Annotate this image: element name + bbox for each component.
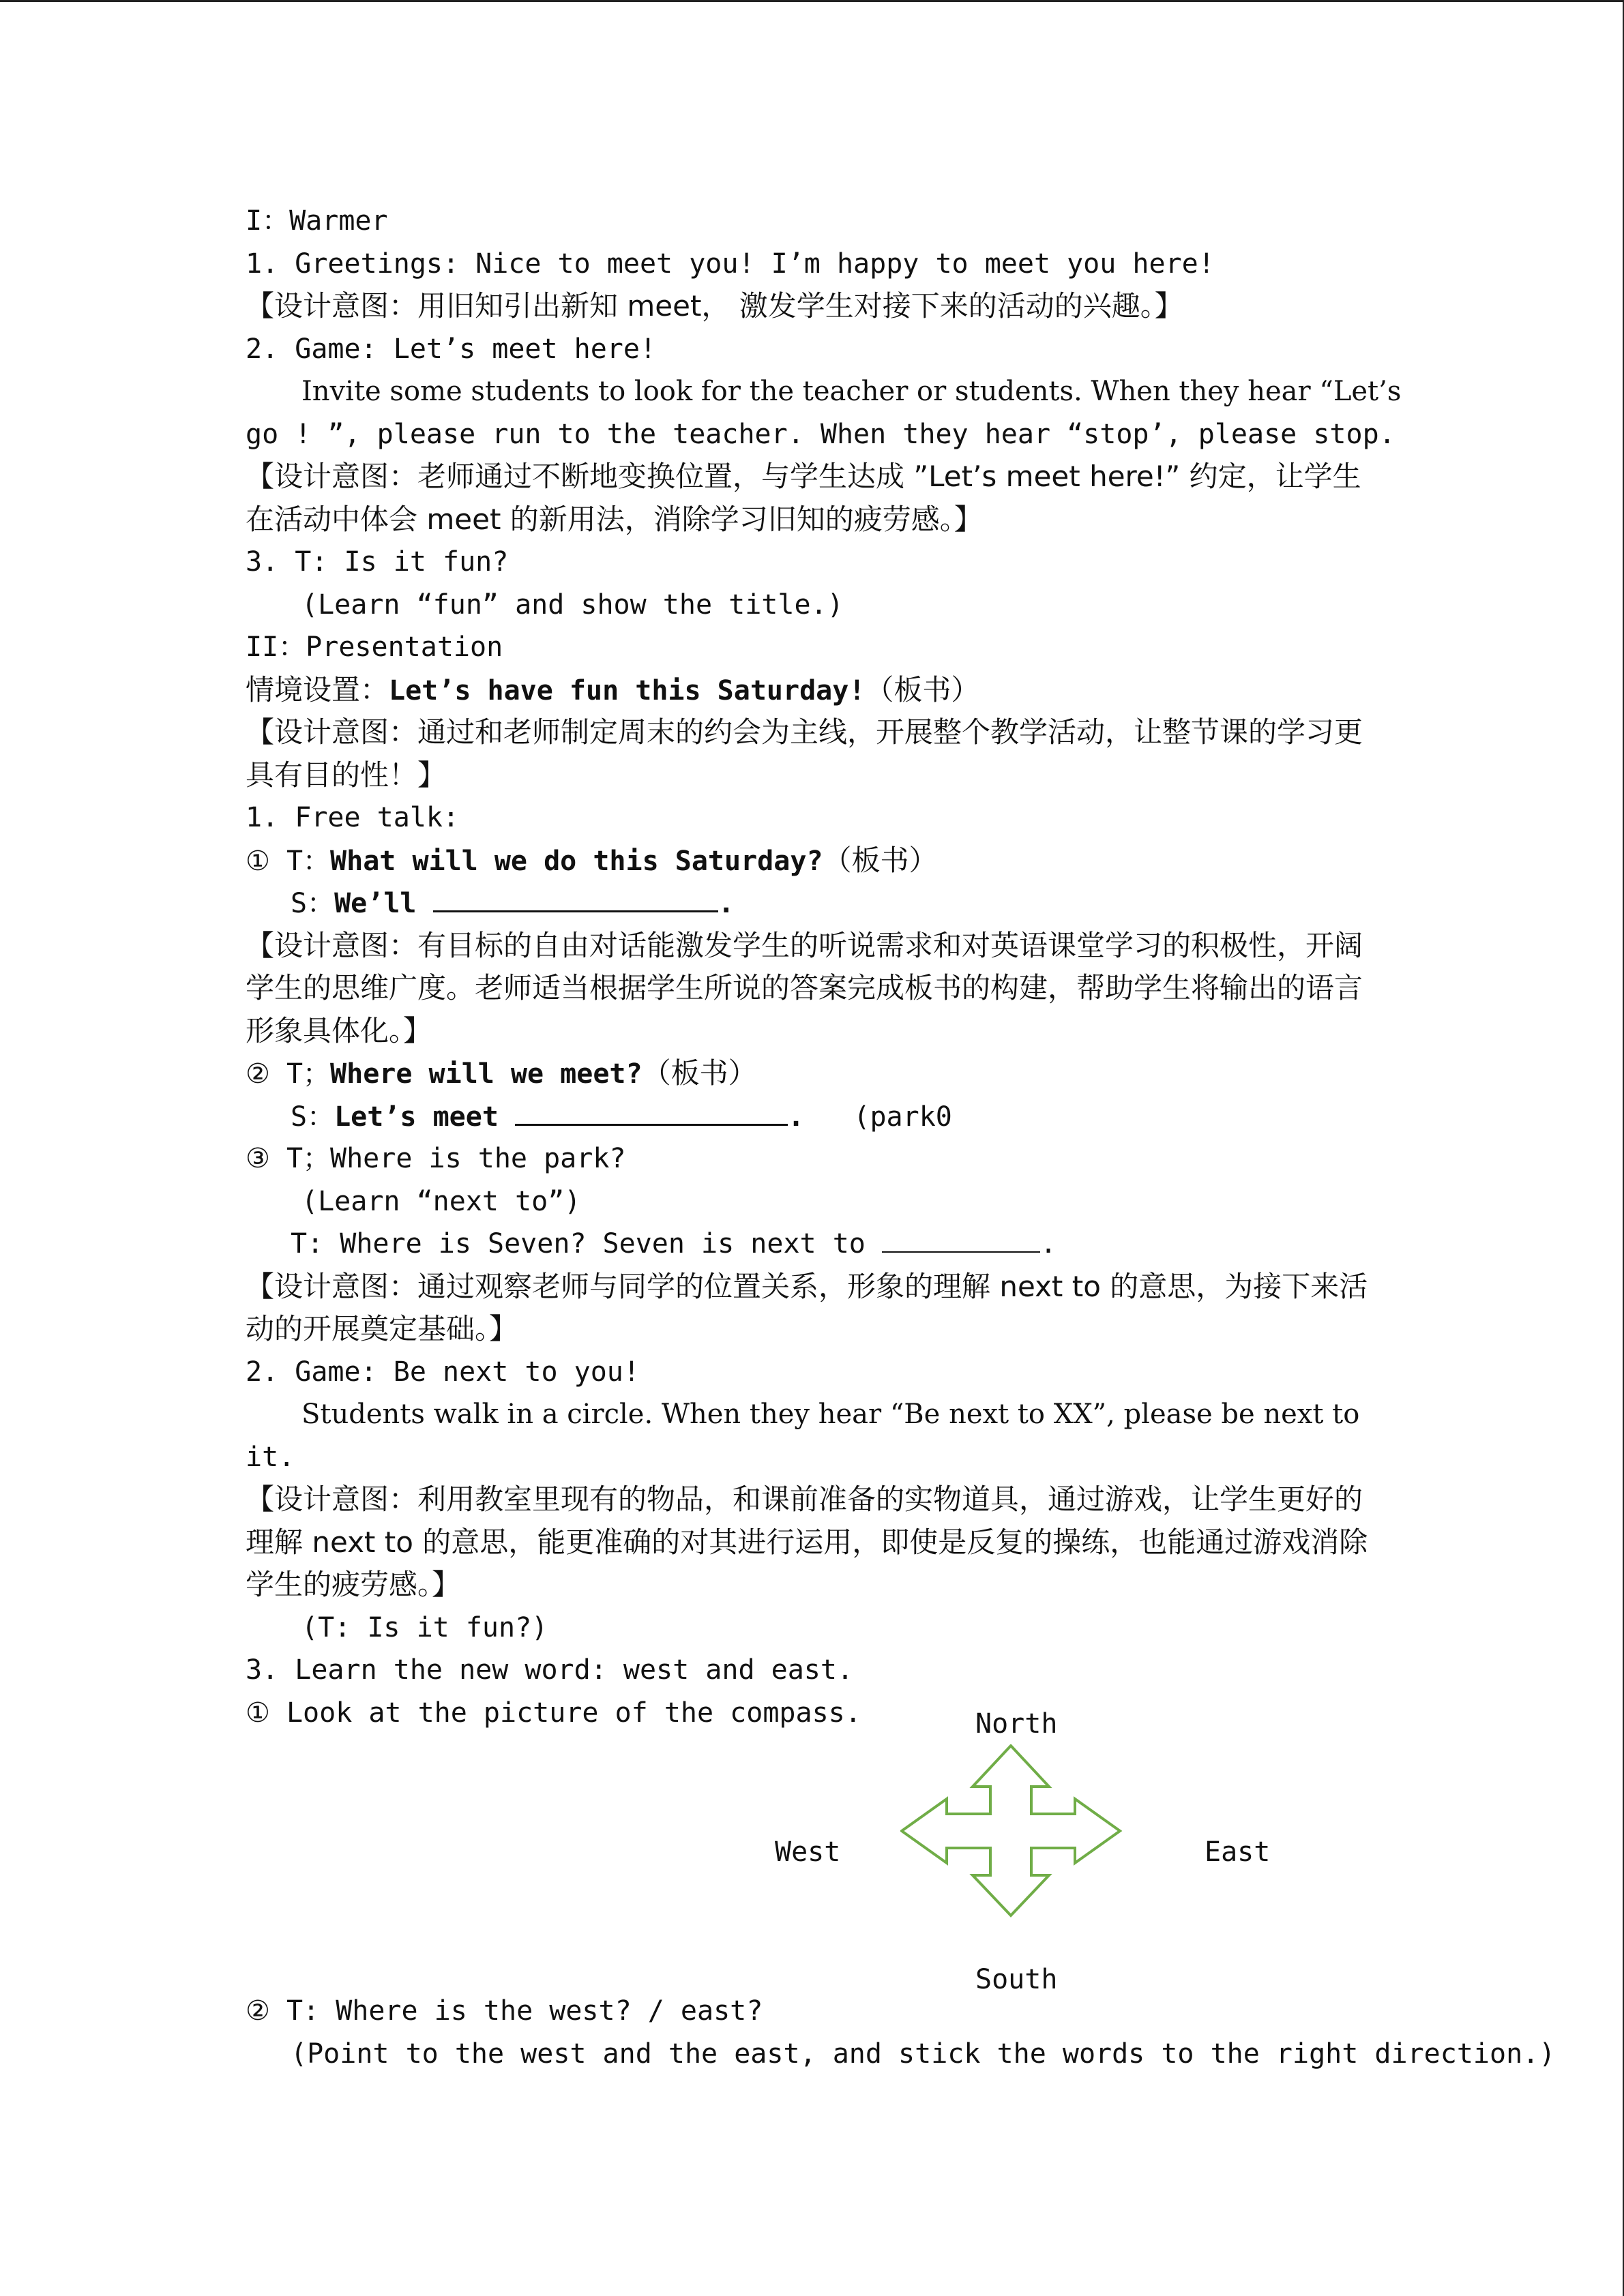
design-note-cont: 动的开展奠定基础。】 xyxy=(246,1312,518,1345)
question-label: ① T： xyxy=(246,845,331,877)
design-note: 【设计意图：通过观察老师与同学的位置关系，形象的理解 next to 的意思，为接下来活 xyxy=(246,1269,1368,1303)
lesson-plan-content xyxy=(246,200,1556,2075)
step-game-next-to: 2. Game: Be next to you! xyxy=(246,1356,640,1388)
design-note-cont: 理解 next to 的意思，能更准确的对其进行运用，即使是反复的操练，也能通过游戏消除 xyxy=(246,1525,1368,1559)
step-game-meet: 2. Game: Let’s meet here! xyxy=(246,333,657,365)
question-2-line xyxy=(246,1052,1381,1095)
question-1-line xyxy=(246,839,1381,882)
seven-question-line xyxy=(246,1223,1381,1266)
section-heading-warmer: I：Warmer xyxy=(246,205,388,237)
section-heading-presentation: II：Presentation xyxy=(246,631,503,663)
game-instructions: Students walk in a circle. When they hear “Be next to XX”, please be next to xyxy=(301,1399,1360,1430)
design-note: 【设计意图：老师通过不断地变换位置，与学生达成 ”Let’s meet here!” 约定，让学生 xyxy=(246,460,1361,493)
answer-hint: (park0 xyxy=(853,1101,952,1133)
answer-period: . xyxy=(788,1101,805,1133)
answer-label: S： xyxy=(291,888,335,919)
answer-label: S： xyxy=(291,1101,335,1133)
point-instruction: (Point to the west and the east, and stick the words to the right direction.) xyxy=(291,2038,1556,2070)
seven-question-text: T: Where is Seven? Seven is next to xyxy=(291,1228,866,1259)
scenario-label: 情境设置： xyxy=(246,672,389,706)
is-it-fun-note: (T: Is it fun?) xyxy=(301,1611,548,1643)
design-note: 【设计意图：用旧知引出新知 meet， 激发学生对接下来的活动的兴趣。】 xyxy=(246,289,1183,323)
answer-period: . xyxy=(718,888,735,919)
question-3-line: ③ T；Where is the park? xyxy=(246,1143,626,1174)
game-instructions-cont: go ! ”, please run to the teacher. When they hear “stop’, please stop. xyxy=(246,418,1396,450)
answer-period: . xyxy=(1039,1228,1057,1259)
compass-label-south: South xyxy=(975,1963,1058,1995)
question-label: ② T； xyxy=(246,1058,331,1090)
learn-next-to-note: (Learn “next to”) xyxy=(301,1185,581,1217)
compass-arrows-icon xyxy=(900,1744,1125,1918)
compass-label-east: East xyxy=(1205,1836,1271,1868)
answer-blank xyxy=(515,1095,788,1126)
board-note: （板书） xyxy=(865,672,980,706)
step-is-it-fun: 3. T: Is it fun? xyxy=(246,546,509,578)
design-note: 【设计意图：有目标的自由对话能激发学生的听说需求和对英语课堂学习的积极性，开阔 xyxy=(246,928,1363,962)
question-west-east: ② T: Where is the west? / east? xyxy=(246,1995,763,2027)
answer-blank xyxy=(433,882,718,912)
design-note-cont: 形象具体化。】 xyxy=(246,1013,432,1047)
step-learn-new-word: 3. Learn the new word: west and east. xyxy=(246,1654,854,1686)
answer-2-line xyxy=(246,1095,1381,1138)
compass-label-north: North xyxy=(975,1708,1058,1740)
compass-figure xyxy=(246,1692,1381,1995)
game-instructions: Invite some students to look for the teacher or students. When they hear “Let’s xyxy=(301,376,1402,407)
answer-1-line xyxy=(246,882,1381,925)
learn-fun-note: (Learn “fun” and show the title.) xyxy=(301,588,844,621)
step-greetings: 1. Greetings: Nice to meet you! I’m happy to meet you here! xyxy=(246,248,1215,280)
compass-label-west: West xyxy=(775,1836,841,1868)
answer-text: We’ll xyxy=(334,888,417,919)
answer-blank xyxy=(882,1223,1040,1253)
design-note: 【设计意图：利用教室里现有的物品，和课前准备的实物道具，通过游戏，让学生更好的 xyxy=(246,1482,1363,1516)
design-note-cont: 具有目的性！】 xyxy=(246,758,447,792)
board-note: （板书） xyxy=(823,843,938,877)
answer-text: Let’s meet xyxy=(334,1101,499,1133)
question-text: Where will we meet? xyxy=(330,1058,643,1090)
design-note: 【设计意图：通过和老师制定周末的约会为主线，开展整个教学活动，让整节课的学习更 xyxy=(246,715,1363,749)
question-text: What will we do this Saturday? xyxy=(330,845,823,877)
scenario-title: Let’s have fun this Saturday! xyxy=(389,674,866,706)
step-free-talk: 1. Free talk: xyxy=(246,802,460,833)
design-note-cont: 在活动中体会 meet 的新用法，消除学习旧知的疲劳感。】 xyxy=(246,502,983,536)
compass-instruction: ① Look at the picture of the compass. xyxy=(246,1697,861,1729)
game-instructions-cont: it. xyxy=(246,1441,295,1473)
design-note-cont: 学生的疲劳感。】 xyxy=(246,1568,461,1601)
design-note-cont: 学生的思维广度。老师适当根据学生所说的答案完成板书的构建，帮助学生将输出的语言 xyxy=(246,971,1363,1004)
scenario-line xyxy=(246,669,1381,712)
board-note: （板书） xyxy=(642,1056,757,1090)
